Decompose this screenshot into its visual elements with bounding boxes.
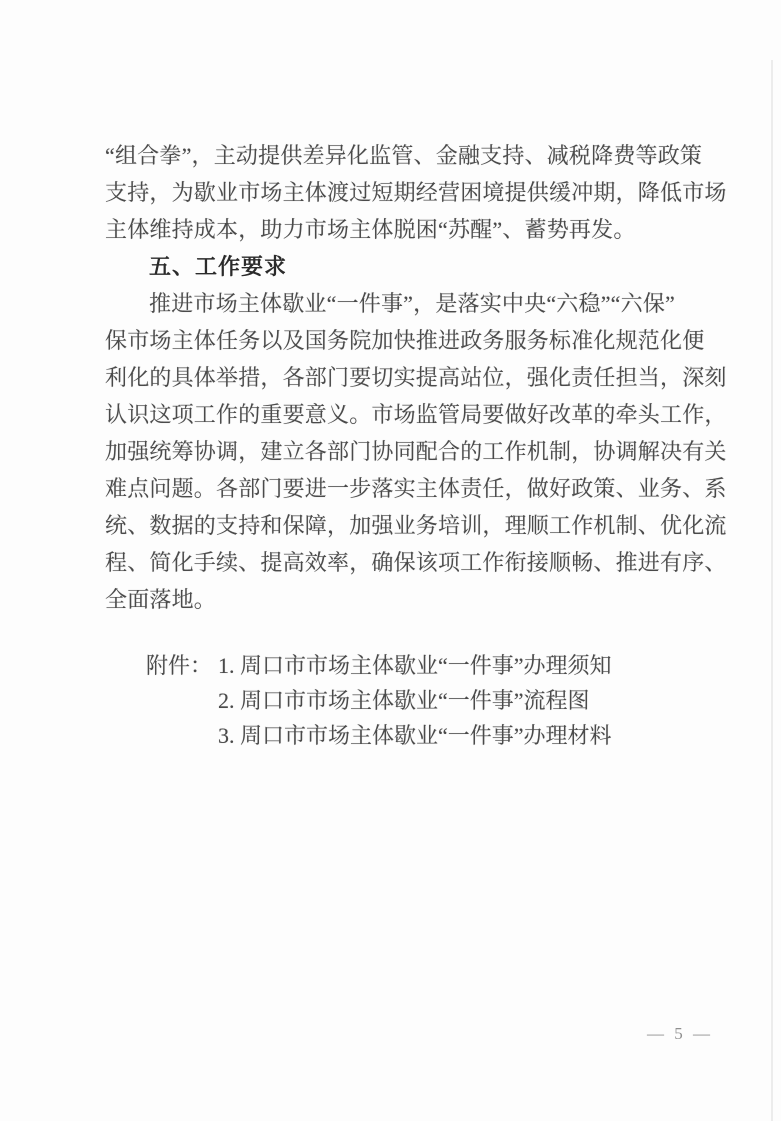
attachment-item: 3. 周口市市场主体歇业“一件事”办理材料 — [218, 723, 612, 748]
body-line: 统、数据的支持和保障，加强业务培训，理顺工作机制、优化流 — [105, 513, 727, 538]
body-line: “组合拳”，主动提供差异化监管、金融支持、减税降费等政策 — [105, 143, 703, 168]
scan-edge-artifact — [771, 60, 773, 1121]
attachments-block — [146, 648, 612, 753]
body-line: 加强统筹协调，建立各部门协同配合的工作机制，协调解决有关 — [105, 439, 727, 464]
body-line: 推进市场主体歇业“一件事”，是落实中央“六稳”“六保” — [149, 291, 675, 316]
body-line: 主体维持成本，助力市场主体脱困“苏醒”、蓄势再发。 — [105, 217, 636, 242]
body-line: 程、简化手续、提高效率，确保该项工作衔接顺畅、推进有序、 — [105, 550, 727, 575]
body-line: 保市场主体任务以及国务院加快推进政务服务标准化规范化便 — [105, 328, 705, 353]
section-heading: 五、工作要求 — [149, 254, 288, 279]
attachment-item: 2. 周口市市场主体歇业“一件事”流程图 — [218, 688, 590, 713]
body-line: 支持，为歇业市场主体渡过短期经营困境提供缓冲期，降低市场 — [105, 180, 727, 205]
body-line: 认识这项工作的重要意义。市场监管局要做好改革的牵头工作， — [105, 402, 727, 427]
attachments-label: 附件： — [146, 653, 213, 678]
body-line: 利化的具体举措，各部门要切实提高站位，强化责任担当，深刻 — [105, 365, 727, 390]
page-number: — 5 — — [647, 1024, 713, 1043]
body-line: 全面落地。 — [105, 587, 217, 612]
attachments-list — [218, 648, 612, 753]
body-line: 难点问题。各部门要进一步落实主体责任，做好政策、业务、系 — [105, 476, 727, 501]
document-body — [105, 137, 727, 618]
attachment-item: 1. 周口市市场主体歇业“一件事”办理须知 — [218, 653, 612, 678]
